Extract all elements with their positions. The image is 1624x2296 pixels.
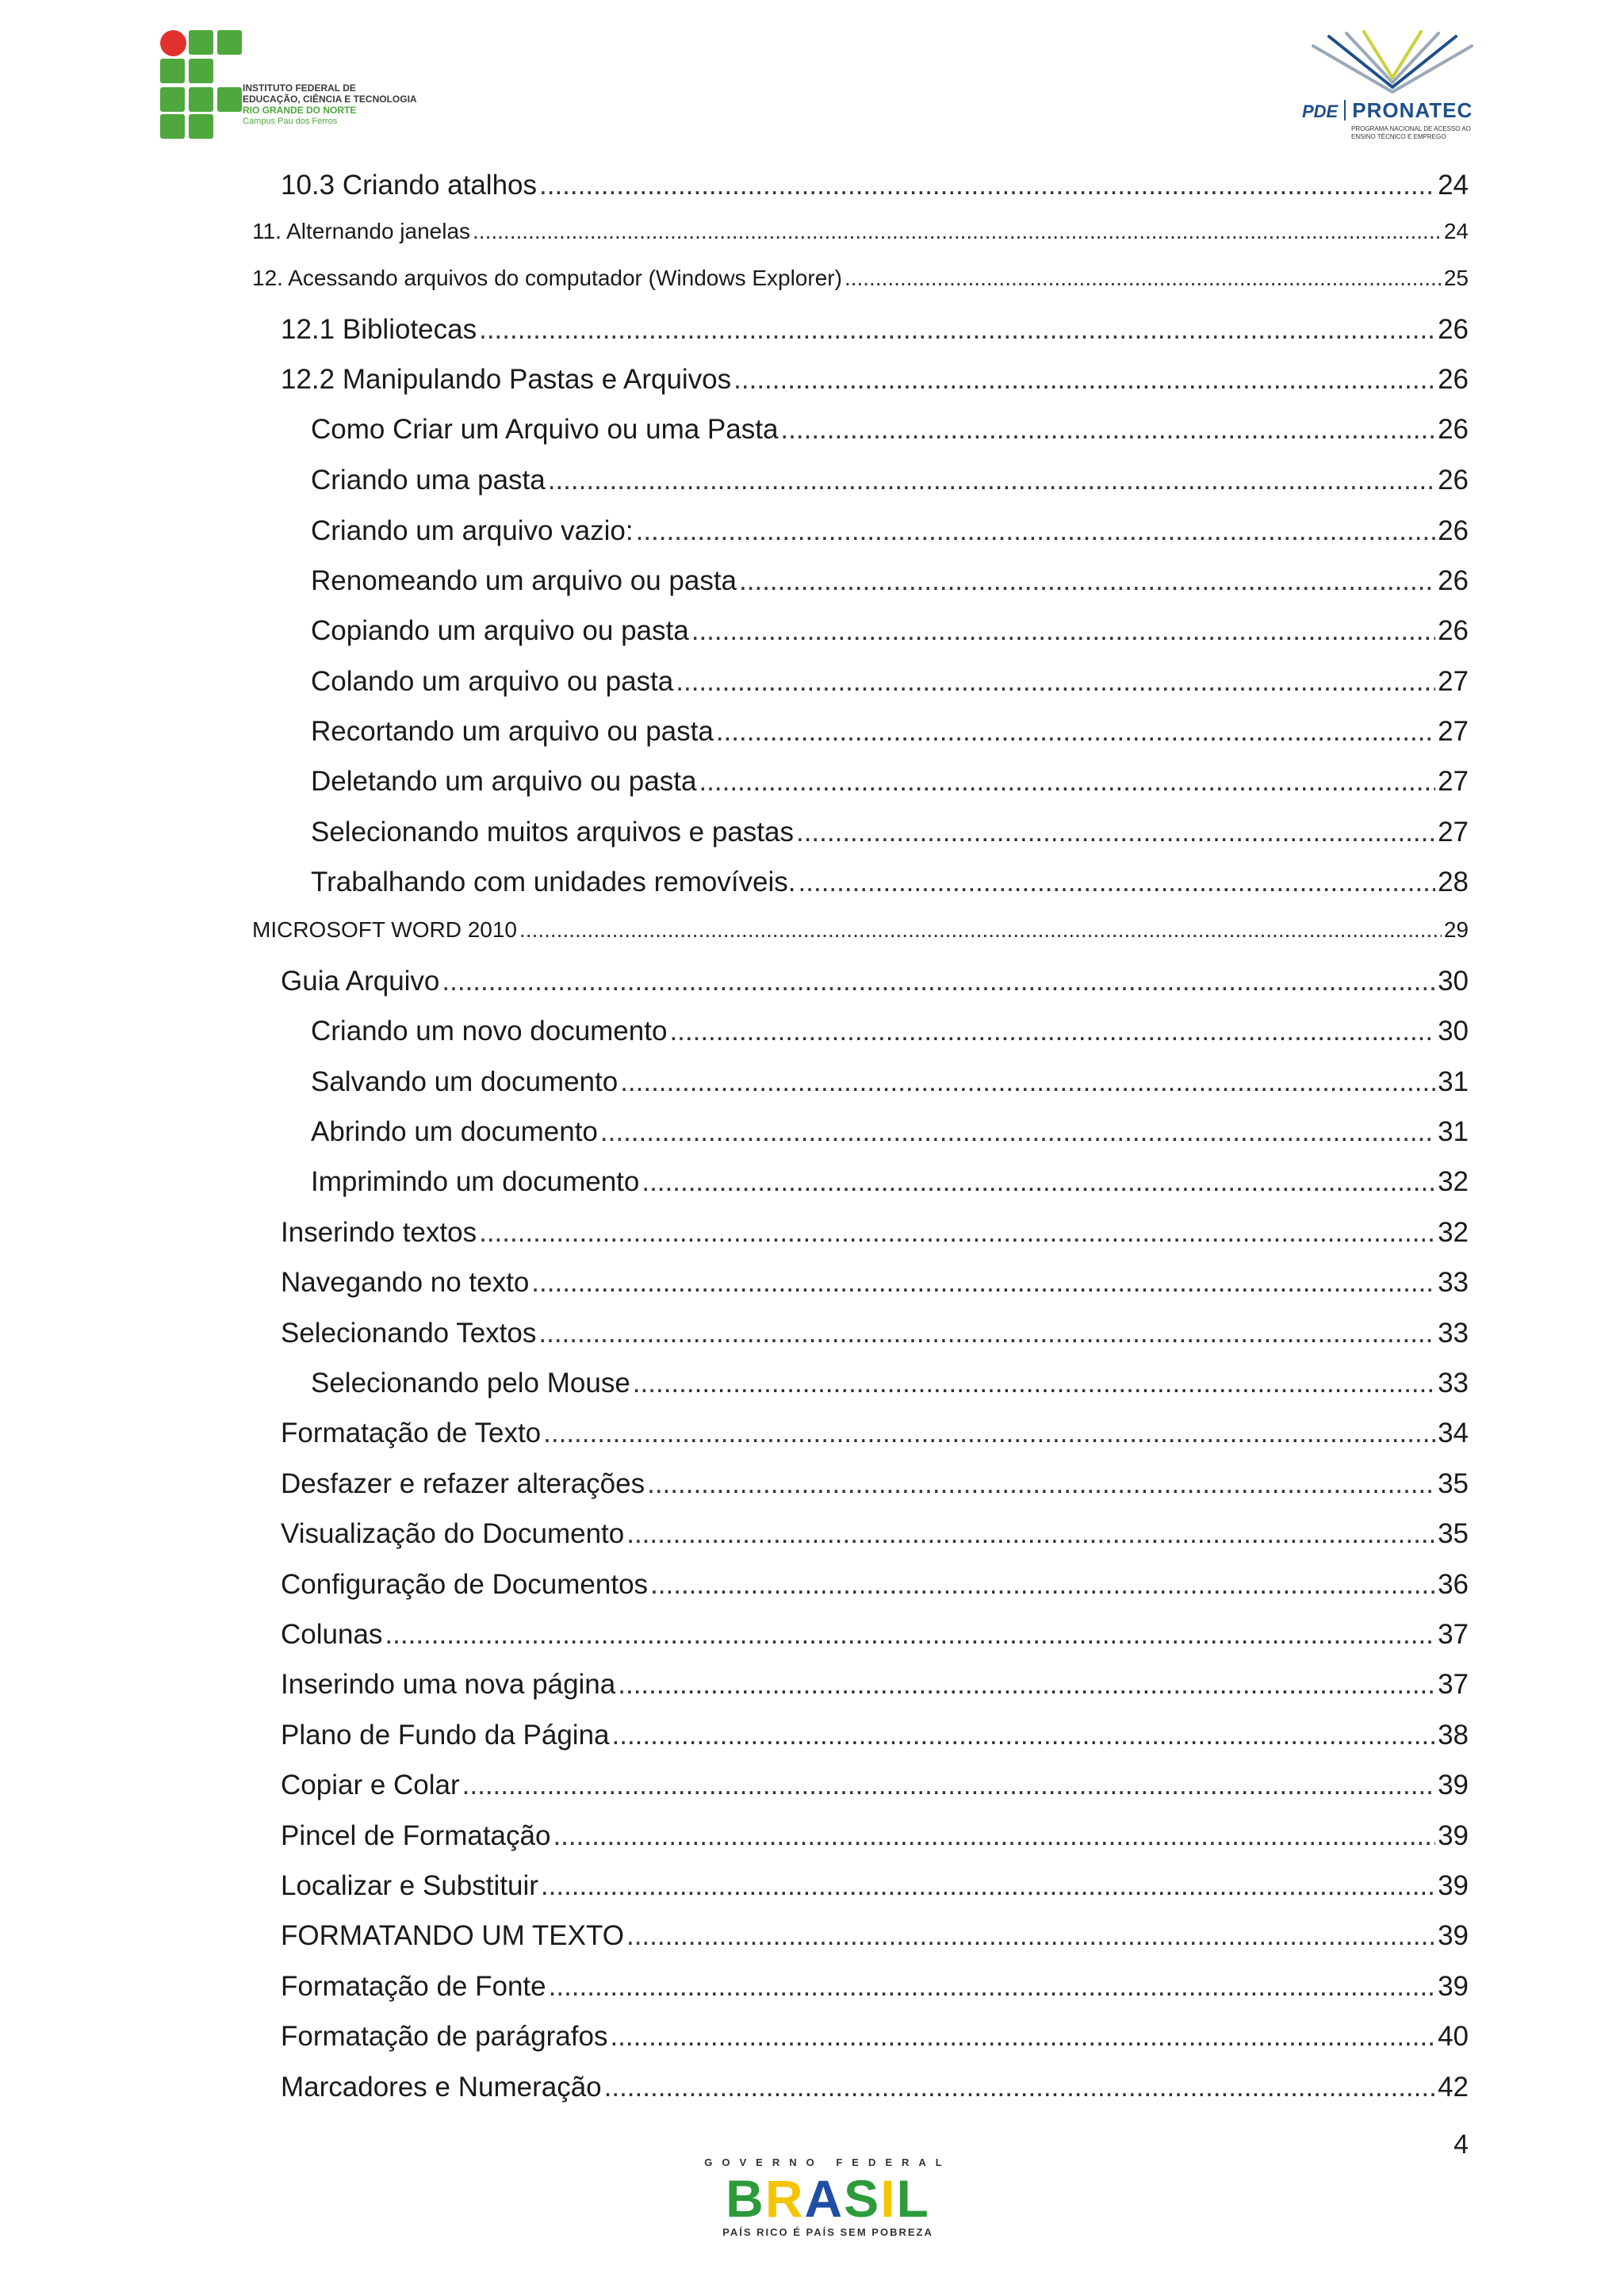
toc-entry-title: Plano de Fundo da Página xyxy=(281,1720,610,1751)
toc-entry-title: Navegando no texto xyxy=(281,1267,530,1298)
toc-entry-page: 37 xyxy=(1438,1669,1469,1700)
toc-entry-page: 35 xyxy=(1438,1468,1469,1499)
toc-dot-leader xyxy=(716,716,1435,748)
toc-entry-page: 40 xyxy=(1438,2021,1469,2052)
toc-entry[interactable] xyxy=(281,1217,1469,1249)
toc-entry-page: 32 xyxy=(1438,1166,1469,1197)
toc-entry[interactable] xyxy=(311,1016,1469,1047)
toc-entry-page: 39 xyxy=(1438,1770,1469,1800)
toc-entry-page: 31 xyxy=(1438,1066,1469,1097)
toc-entry-title: 11. Alternando janelas xyxy=(252,219,471,243)
toc-entry-page: 26 xyxy=(1438,414,1469,445)
toc-entry-page: 38 xyxy=(1438,1720,1469,1751)
toc-entry-title: Criando um novo documento xyxy=(311,1016,668,1047)
toc-dot-leader xyxy=(647,1468,1435,1500)
toc-dot-leader xyxy=(636,515,1435,547)
toc-entry-page: 26 xyxy=(1438,364,1469,395)
toc-entry-title: Criando um arquivo vazio: xyxy=(311,515,634,546)
toc-entry-page: 37 xyxy=(1438,1619,1469,1650)
toc-dot-leader xyxy=(650,1569,1435,1601)
toc-dot-leader xyxy=(612,1720,1436,1751)
toc-entry-page: 39 xyxy=(1438,1870,1469,1901)
toc-entry-title: FORMATANDO UM TEXTO xyxy=(281,1920,624,1951)
toc-entry-title: Formatação de Fonte xyxy=(281,1971,546,2002)
toc-dot-leader xyxy=(531,1267,1435,1299)
toc-entry-title: Como Criar um Arquivo ou uma Pasta xyxy=(311,414,779,445)
toc-entry-title: Formatação de parágrafos xyxy=(281,2021,608,2052)
toc-entry[interactable] xyxy=(281,170,1469,201)
toc-entry-page: 28 xyxy=(1438,867,1469,897)
toc-entry[interactable] xyxy=(281,364,1469,396)
toc-entry-title: Recortando um arquivo ou pasta xyxy=(311,716,714,747)
toc-entry[interactable] xyxy=(311,1066,1469,1098)
toc-dot-leader xyxy=(479,314,1435,346)
toc-entry[interactable] xyxy=(281,1669,1469,1701)
toc-entry[interactable] xyxy=(311,565,1469,597)
toc-dot-leader xyxy=(691,615,1435,647)
toc-dot-leader xyxy=(642,1166,1435,1198)
toc-entry[interactable] xyxy=(281,1418,1469,1449)
toc-dot-leader xyxy=(462,1770,1435,1801)
toc-entry[interactable] xyxy=(311,615,1469,647)
toc-entry[interactable] xyxy=(281,1619,1469,1651)
toc-entry-title: MICROSOFT WORD 2010 xyxy=(252,917,517,942)
toc-entry[interactable] xyxy=(281,966,1469,997)
toc-entry-title: Selecionando Textos xyxy=(281,1318,537,1349)
brasil-wordmark: BRASIL xyxy=(726,2169,930,2228)
toc-entry-title: 12. Acessando arquivos do computador (Windows Explorer) xyxy=(252,266,842,290)
toc-entry-title: Desfazer e refazer alterações xyxy=(281,1468,645,1499)
toc-dot-leader xyxy=(600,1116,1435,1148)
toc-entry-page: 34 xyxy=(1438,1418,1469,1448)
toc-entry-page: 36 xyxy=(1438,1569,1469,1600)
toc-entry-page: 35 xyxy=(1438,1518,1469,1549)
toc-entry-title: 12.2 Manipulando Pastas e Arquivos xyxy=(281,364,732,395)
toc-entry-title: Renomeando um arquivo ou pasta xyxy=(311,565,737,596)
toc-dot-leader xyxy=(796,817,1435,848)
toc-dot-leader xyxy=(669,1016,1435,1047)
toc-dot-leader xyxy=(626,1518,1435,1550)
toc-entry[interactable] xyxy=(281,1468,1469,1500)
toc-entry[interactable] xyxy=(311,666,1469,698)
toc-dot-leader xyxy=(541,1870,1435,1902)
toc-entry-page: 26 xyxy=(1438,515,1469,546)
toc-dot-leader xyxy=(739,565,1435,597)
toc-entry-title: Colando um arquivo ou pasta xyxy=(311,666,674,697)
toc-entry[interactable] xyxy=(311,1368,1469,1399)
toc-entry[interactable] xyxy=(281,1820,1469,1852)
toc-entry[interactable] xyxy=(281,1318,1469,1349)
toc-entry[interactable] xyxy=(311,867,1469,898)
toc-entry-title: Deletando um arquivo ou pasta xyxy=(311,766,697,797)
pronatec-subtitle: PROGRAMA NACIONAL DE ACESSO AO ENSINO TÉCNICO E EMPREGO xyxy=(1351,125,1471,140)
toc-dot-leader xyxy=(442,966,1435,997)
toc-entry-page: 32 xyxy=(1438,1217,1469,1248)
toc-entry-page: 33 xyxy=(1438,1368,1469,1399)
toc-entry-page: 31 xyxy=(1438,1116,1469,1147)
toc-dot-leader xyxy=(699,766,1435,798)
toc-entry-page: 39 xyxy=(1438,1971,1469,2002)
toc-entry[interactable] xyxy=(281,2021,1469,2053)
toc-dot-leader xyxy=(553,1820,1435,1852)
toc-entry-title: Colunas xyxy=(281,1619,383,1650)
toc-entry-title: Pincel de Formatação xyxy=(281,1820,551,1851)
toc-entry[interactable] xyxy=(281,314,1469,346)
toc-dot-leader xyxy=(519,917,1442,943)
toc-entry-page: 27 xyxy=(1438,716,1469,747)
toc-dot-leader xyxy=(733,364,1435,396)
toc-entry-title: Inserindo uma nova página xyxy=(281,1669,616,1700)
toc-dot-leader xyxy=(676,666,1435,698)
toc-dot-leader xyxy=(620,1066,1435,1098)
toc-entry-page: 39 xyxy=(1438,1820,1469,1851)
toc-entry[interactable] xyxy=(311,515,1469,547)
toc-dot-leader xyxy=(610,2021,1435,2053)
toc-entry[interactable] xyxy=(281,1720,1469,1751)
toc-dot-leader xyxy=(538,1318,1435,1349)
toc-entry-title: 12.1 Bibliotecas xyxy=(281,314,477,345)
toc-entry-page: 33 xyxy=(1438,1267,1469,1298)
toc-entry-title: Selecionando muitos arquivos e pastas xyxy=(311,817,794,848)
toc-entry-title: Salvando um documento xyxy=(311,1066,619,1097)
toc-entry[interactable] xyxy=(252,219,1469,244)
toc-entry-title: Copiar e Colar xyxy=(281,1770,460,1800)
toc-dot-leader xyxy=(539,170,1435,201)
toc-entry-page: 29 xyxy=(1443,917,1469,942)
toc-entry-title: Copiando um arquivo ou pasta xyxy=(311,615,689,646)
toc-entry-title: Imprimindo um documento xyxy=(311,1166,640,1197)
toc-entry-page: 27 xyxy=(1438,817,1469,848)
toc-entry-page: 39 xyxy=(1438,1920,1469,1951)
toc-dot-leader xyxy=(473,219,1442,244)
toc-dot-leader xyxy=(604,2072,1435,2103)
page-number: 4 xyxy=(1454,2130,1469,2160)
toc-dot-leader xyxy=(626,1920,1435,1952)
toc-dot-leader xyxy=(633,1368,1435,1399)
toc-entry[interactable] xyxy=(311,1166,1469,1198)
toc-entry-title: Formatação de Texto xyxy=(281,1418,542,1448)
toc-entry[interactable] xyxy=(281,1267,1469,1299)
toc-entry-page: 25 xyxy=(1443,266,1469,290)
toc-entry-title: Trabalhando com unidades removíveis. xyxy=(311,867,796,897)
toc-dot-leader xyxy=(543,1418,1435,1449)
toc-entry-title: Inserindo textos xyxy=(281,1217,477,1248)
toc-entry[interactable] xyxy=(311,817,1469,848)
toc-entry[interactable] xyxy=(281,1569,1469,1601)
toc-entry-page: 27 xyxy=(1438,666,1469,697)
toc-entry[interactable] xyxy=(311,1116,1469,1148)
toc-entry-page: 27 xyxy=(1438,766,1469,797)
toc-entry[interactable] xyxy=(311,465,1469,496)
toc-entry[interactable] xyxy=(281,1920,1469,1952)
toc-entry-title: Localizar e Substituir xyxy=(281,1870,538,1901)
toc-entry-title: 10.3 Criando atalhos xyxy=(281,170,537,201)
toc-entry-page: 26 xyxy=(1438,465,1469,496)
toc-entry-page: 24 xyxy=(1443,219,1469,243)
toc-entry[interactable] xyxy=(281,2072,1469,2103)
toc-dot-leader xyxy=(548,465,1435,496)
toc-entry-title: Configuração de Documentos xyxy=(281,1569,649,1600)
governo-federal-brasil-logo: GOVERNO FEDERAL BRASIL PAÍS RICO É PAÍS SEM POBREZA xyxy=(701,2156,955,2239)
toc-entry-page: 42 xyxy=(1438,2072,1469,2103)
if-logo-text: INSTITUTO FEDERAL DE EDUCAÇÃO, CIÊNCIA E TECNOLOGIA RIO GRANDE DO NORTE Campus Pau dos Ferros xyxy=(243,82,417,126)
toc-entry-page: 26 xyxy=(1438,615,1469,646)
toc-entry[interactable] xyxy=(311,766,1469,798)
toc-entry[interactable] xyxy=(252,917,1469,943)
toc-entry[interactable] xyxy=(281,1870,1469,1902)
toc-entry[interactable] xyxy=(311,414,1469,446)
toc-dot-leader xyxy=(799,867,1436,898)
toc-entry[interactable] xyxy=(281,1971,1469,2003)
toc-entry-title: Visualização do Documento xyxy=(281,1518,625,1549)
toc-dot-leader xyxy=(845,266,1442,291)
toc-dot-leader xyxy=(780,414,1435,446)
toc-entry[interactable] xyxy=(281,1518,1469,1550)
pronatec-wordmark: PDE PRONATEC xyxy=(1302,98,1473,122)
toc-entry[interactable] xyxy=(252,266,1469,291)
toc-entry[interactable] xyxy=(281,1770,1469,1801)
toc-entry-page: 30 xyxy=(1438,1016,1469,1047)
toc-dot-leader xyxy=(479,1217,1435,1249)
toc-entry-page: 24 xyxy=(1438,170,1469,201)
toc-entry-page: 26 xyxy=(1438,565,1469,596)
toc-entry-title: Abrindo um documento xyxy=(311,1116,598,1147)
toc-dot-leader xyxy=(385,1619,1435,1651)
toc-dot-leader xyxy=(549,1971,1435,2003)
toc-entry-page: 33 xyxy=(1438,1318,1469,1349)
toc-entry-title: Criando uma pasta xyxy=(311,465,546,496)
toc-entry-page: 26 xyxy=(1438,314,1469,345)
toc-entry[interactable] xyxy=(311,716,1469,748)
toc-dot-leader xyxy=(618,1669,1435,1701)
toc-entry-page: 30 xyxy=(1438,966,1469,997)
toc-entry-title: Marcadores e Numeração xyxy=(281,2072,602,2103)
toc-entry-title: Selecionando pelo Mouse xyxy=(311,1368,630,1399)
toc-entry-title: Guia Arquivo xyxy=(281,966,440,997)
